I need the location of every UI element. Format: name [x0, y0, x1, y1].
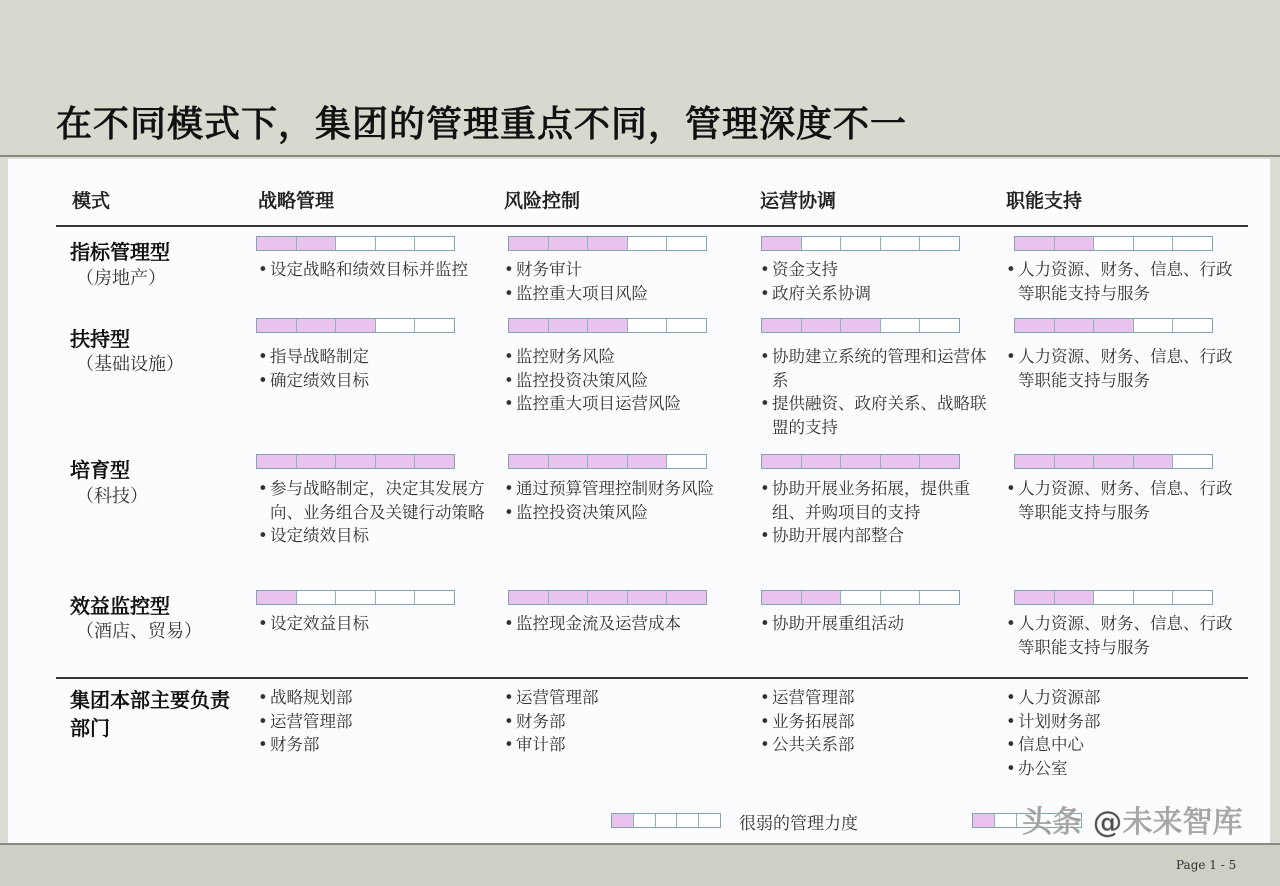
mode-name: 效益监控型 — [70, 594, 170, 618]
footer-band — [0, 843, 1280, 886]
bar-segment — [1015, 591, 1055, 604]
bar-segment — [1173, 237, 1212, 250]
intensity-bar — [256, 236, 455, 251]
bar-segment — [995, 814, 1017, 827]
bullet-item: • 监控重大项目运营风险 — [504, 392, 736, 416]
bar-segment — [841, 319, 881, 332]
bar-segment — [881, 237, 921, 250]
bar-segment — [667, 237, 706, 250]
departments-rule — [56, 677, 1248, 679]
bar-segment — [297, 591, 337, 604]
bullet-item: • 人力资源、财务、信息、行政等职能支持与服务 — [1006, 345, 1238, 392]
bar-segment — [802, 591, 842, 604]
mode-name: 指标管理型 — [70, 240, 170, 264]
watermark — [1022, 805, 1243, 840]
department-list — [258, 686, 490, 757]
bullet-item: • 协助建立系统的管理和运营体系 — [760, 345, 992, 392]
bullet-item: • 运营管理部 — [504, 686, 736, 710]
bullet-item: • 设定战略和绩效目标并监控 — [258, 258, 490, 282]
bar-segment — [920, 591, 959, 604]
bullet-item: • 通过预算管理控制财务风险 — [504, 477, 736, 501]
mode-sub: （基础设施） — [76, 354, 184, 375]
bullet-list — [258, 345, 490, 392]
intensity-bar — [761, 318, 960, 333]
bar-segment — [376, 319, 416, 332]
intensity-bar — [508, 590, 707, 605]
intensity-bar — [1014, 318, 1213, 333]
page-number: Page 1 - 5 — [1176, 858, 1237, 872]
bar-segment — [920, 237, 959, 250]
column-header-function: 职能支持 — [1006, 190, 1083, 212]
bar-segment — [762, 455, 802, 468]
department-list — [1006, 686, 1238, 780]
bar-segment — [415, 455, 454, 468]
bar-segment — [1055, 237, 1095, 250]
bar-segment — [881, 455, 921, 468]
bar-segment — [802, 237, 842, 250]
bar-segment — [656, 814, 678, 827]
bullet-list — [1006, 477, 1238, 524]
bar-segment — [588, 455, 628, 468]
column-header-operations: 运营协调 — [760, 190, 837, 212]
bullet-item: • 财务部 — [258, 733, 490, 757]
bar-segment — [257, 455, 297, 468]
bar-segment — [1173, 591, 1212, 604]
bullet-item: • 协助开展内部整合 — [760, 524, 992, 548]
bullet-item: • 确定绩效目标 — [258, 369, 490, 393]
bullet-list — [258, 612, 490, 636]
column-header-risk: 风险控制 — [504, 190, 581, 212]
bullet-item: • 协助开展业务拓展，提供重组、并购项目的支持 — [760, 477, 992, 524]
bar-segment — [762, 237, 802, 250]
bar-segment — [257, 591, 297, 604]
bullet-list — [258, 477, 490, 548]
bullet-list — [504, 477, 736, 524]
bar-segment — [1055, 591, 1095, 604]
bar-segment — [509, 237, 549, 250]
bar-segment — [415, 237, 454, 250]
bar-segment — [415, 319, 454, 332]
bullet-item: • 政府关系协调 — [760, 282, 992, 306]
bar-segment — [336, 237, 376, 250]
bar-segment — [588, 237, 628, 250]
bar-segment — [881, 591, 921, 604]
bullet-list — [1006, 612, 1238, 659]
bullet-item: • 资金支持 — [760, 258, 992, 282]
bullet-item: • 办公室 — [1006, 757, 1238, 781]
bar-segment — [257, 237, 297, 250]
bar-segment — [677, 814, 699, 827]
bar-segment — [841, 591, 881, 604]
bar-segment — [667, 591, 706, 604]
bullet-item: • 公共关系部 — [760, 733, 992, 757]
bar-segment — [762, 591, 802, 604]
bar-segment — [841, 237, 881, 250]
bullet-item: • 人力资源、财务、信息、行政等职能支持与服务 — [1006, 258, 1238, 305]
bar-segment — [1134, 591, 1174, 604]
bullet-item: • 财务部 — [504, 710, 736, 734]
bullet-list — [504, 612, 736, 636]
bar-segment — [549, 319, 589, 332]
bullet-item: • 战略规划部 — [258, 686, 490, 710]
column-header-strategy: 战略管理 — [258, 190, 335, 212]
bar-segment — [920, 455, 959, 468]
intensity-bar — [508, 454, 707, 469]
header-rule — [56, 225, 1248, 227]
bar-segment — [1094, 237, 1134, 250]
bar-segment — [699, 814, 720, 827]
bullet-item: • 运营管理部 — [760, 686, 992, 710]
bar-segment — [802, 319, 842, 332]
intensity-bar — [256, 590, 455, 605]
bar-segment — [297, 319, 337, 332]
bar-segment — [549, 237, 589, 250]
bar-segment — [376, 591, 416, 604]
slide-title: 在不同模式下，集团的管理重点不同，管理深度不一 — [56, 104, 908, 145]
bar-segment — [415, 591, 454, 604]
bullet-item: • 人力资源部 — [1006, 686, 1238, 710]
bar-segment — [509, 455, 549, 468]
bar-segment — [549, 455, 589, 468]
bar-segment — [1134, 319, 1174, 332]
bullet-item: • 指导战略制定 — [258, 345, 490, 369]
bar-segment — [336, 591, 376, 604]
watermark-text: 头条 @未来智库 — [1022, 805, 1243, 840]
bullet-list — [504, 345, 736, 416]
bullet-item: • 提供融资、政府关系、战略联盟的支持 — [760, 392, 992, 439]
bar-segment — [628, 237, 668, 250]
bullet-list — [760, 345, 992, 439]
department-list — [760, 686, 992, 757]
bar-segment — [841, 455, 881, 468]
bar-segment — [376, 237, 416, 250]
bullet-item: • 业务拓展部 — [760, 710, 992, 734]
bar-segment — [549, 591, 589, 604]
bullet-list — [760, 612, 992, 636]
bar-segment — [1094, 591, 1134, 604]
intensity-bar — [761, 590, 960, 605]
bullet-item: • 监控现金流及运营成本 — [504, 612, 736, 636]
bullet-item: • 计划财务部 — [1006, 710, 1238, 734]
bullet-item: • 参与战略制定，决定其发展方向、业务组合及关键行动策略 — [258, 477, 490, 524]
bar-segment — [1055, 455, 1095, 468]
bullet-item: • 财务审计 — [504, 258, 736, 282]
bar-segment — [297, 455, 337, 468]
mode-name: 扶持型 — [70, 327, 130, 351]
bar-segment — [376, 455, 416, 468]
bar-segment — [297, 237, 337, 250]
bullet-list — [1006, 258, 1238, 305]
intensity-bar — [761, 236, 960, 251]
bar-segment — [588, 591, 628, 604]
intensity-bar — [508, 318, 707, 333]
bullet-item: • 监控重大项目风险 — [504, 282, 736, 306]
legend-label: 很弱的管理力度 — [739, 814, 858, 834]
bar-segment — [1055, 319, 1095, 332]
bar-segment — [509, 319, 549, 332]
bar-segment — [920, 319, 959, 332]
bar-segment — [257, 319, 297, 332]
bar-segment — [881, 319, 921, 332]
bar-segment — [1015, 319, 1055, 332]
bullet-list — [1006, 345, 1238, 392]
bar-segment — [802, 455, 842, 468]
bar-segment — [762, 319, 802, 332]
intensity-bar — [1014, 590, 1213, 605]
bar-segment — [1094, 319, 1134, 332]
bar-segment — [1094, 455, 1134, 468]
mode-sub: （酒店、贸易） — [76, 621, 202, 642]
bar-segment — [612, 814, 634, 827]
column-header-mode: 模式 — [72, 190, 111, 212]
bar-segment — [336, 455, 376, 468]
bullet-item: • 信息中心 — [1006, 733, 1238, 757]
bar-segment — [1015, 455, 1055, 468]
bar-segment — [1134, 237, 1174, 250]
bullet-item: • 审计部 — [504, 733, 736, 757]
bar-segment — [667, 455, 706, 468]
mode-sub: （科技） — [76, 486, 148, 507]
bullet-item: • 人力资源、财务、信息、行政等职能支持与服务 — [1006, 477, 1238, 524]
bullet-list — [760, 477, 992, 548]
intensity-bar — [1014, 454, 1213, 469]
intensity-bar — [761, 454, 960, 469]
bar-segment — [973, 814, 995, 827]
intensity-bar — [508, 236, 707, 251]
bar-segment — [588, 319, 628, 332]
bar-segment — [634, 814, 656, 827]
bullet-item: • 监控财务风险 — [504, 345, 736, 369]
bar-segment — [1134, 455, 1174, 468]
bar-segment — [1015, 237, 1055, 250]
bar-segment — [509, 591, 549, 604]
department-list — [504, 686, 736, 757]
bullet-list — [760, 258, 992, 305]
bullet-list — [258, 258, 490, 282]
bullet-item: • 协助开展重组活动 — [760, 612, 992, 636]
mode-name: 培育型 — [70, 458, 130, 482]
bar-segment — [628, 591, 668, 604]
departments-label: 集团本部主要负责部门 — [70, 688, 230, 740]
bar-segment — [667, 319, 706, 332]
intensity-bar — [256, 318, 455, 333]
bullet-item: • 设定效益目标 — [258, 612, 490, 636]
bar-segment — [628, 319, 668, 332]
intensity-bar — [256, 454, 455, 469]
bar-segment — [336, 319, 376, 332]
mode-sub: （房地产） — [76, 268, 166, 289]
bullet-item: • 设定绩效目标 — [258, 524, 490, 548]
legend-bar — [611, 813, 721, 828]
bullet-list — [504, 258, 736, 305]
bullet-item: • 监控投资决策风险 — [504, 501, 736, 525]
bar-segment — [1173, 319, 1212, 332]
bullet-item: • 人力资源、财务、信息、行政等职能支持与服务 — [1006, 612, 1238, 659]
bar-segment — [1173, 455, 1212, 468]
bullet-item: • 监控投资决策风险 — [504, 369, 736, 393]
bar-segment — [628, 455, 668, 468]
bullet-item: • 运营管理部 — [258, 710, 490, 734]
intensity-bar — [1014, 236, 1213, 251]
